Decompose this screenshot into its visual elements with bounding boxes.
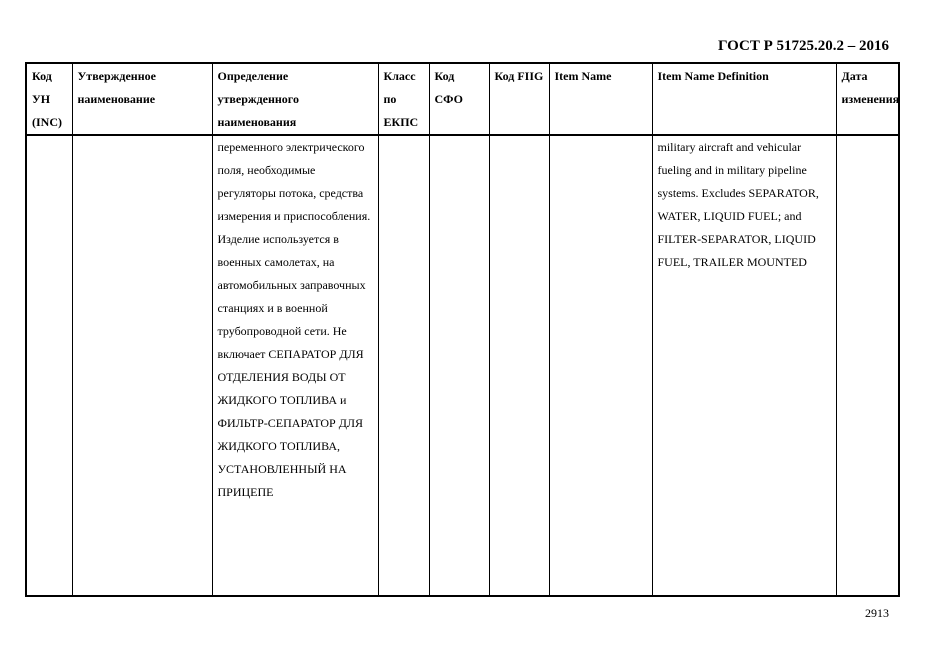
- column-header-inc: Код УН (INC): [26, 63, 72, 135]
- column-header-change-date: Дата изменения: [836, 63, 899, 135]
- cell-sfo: [429, 135, 489, 596]
- column-header-fiig: Код FIIG: [489, 63, 549, 135]
- column-header-ekps: Класс по ЕКПС: [378, 63, 429, 135]
- column-header-approved-name: Утвержденное наименование: [72, 63, 212, 135]
- page-number: 2913: [865, 606, 889, 620]
- table-header-row: [26, 63, 899, 135]
- cell-inc: [26, 135, 72, 596]
- column-header-item-name-definition: Item Name Definition: [652, 63, 836, 135]
- cell-approved-name: [72, 135, 212, 596]
- cell-fiig: [489, 135, 549, 596]
- column-header-sfo: Код СФО: [429, 63, 489, 135]
- table-row: [26, 135, 899, 596]
- cell-definition-ru: [212, 135, 378, 596]
- item-name-definition-text: military aircraft and vehicular fueling and in military pipeline systems. Excludes SEPARATOR, WATER, LIQUID FUEL; and FILTER-SEPARATOR, LIQUID FUEL, TRAILER MOUNTED: [657, 140, 819, 269]
- catalog-table: [25, 62, 900, 597]
- definition-ru-text: переменного электрического поля, необходимые регуляторы потока, средства измерения и приспособления. Изделие используется в военных самолетах, на автомобильных заправочных станциях и в военной трубопроводной сети. Не включает СЕПАРАТОР ДЛЯ ОТДЕЛЕНИЯ ВОДЫ ОТ ЖИДКОГО ТОПЛИВА и ФИЛЬТР-СЕПАРАТОР ДЛЯ ЖИДКОГО ТОПЛИВА, УСТАНОВЛЕННЫЙ НА ПРИЦЕПЕ: [217, 140, 371, 499]
- cell-ekps: [378, 135, 429, 596]
- column-header-definition-ru: Определение утвержденного наименования: [212, 63, 378, 135]
- cell-change-date: [836, 135, 899, 596]
- column-header-item-name: Item Name: [549, 63, 652, 135]
- document-standard-title: ГОСТ Р 51725.20.2 – 2016: [717, 38, 889, 54]
- cell-item-name-definition: [652, 135, 836, 596]
- cell-item-name: [549, 135, 652, 596]
